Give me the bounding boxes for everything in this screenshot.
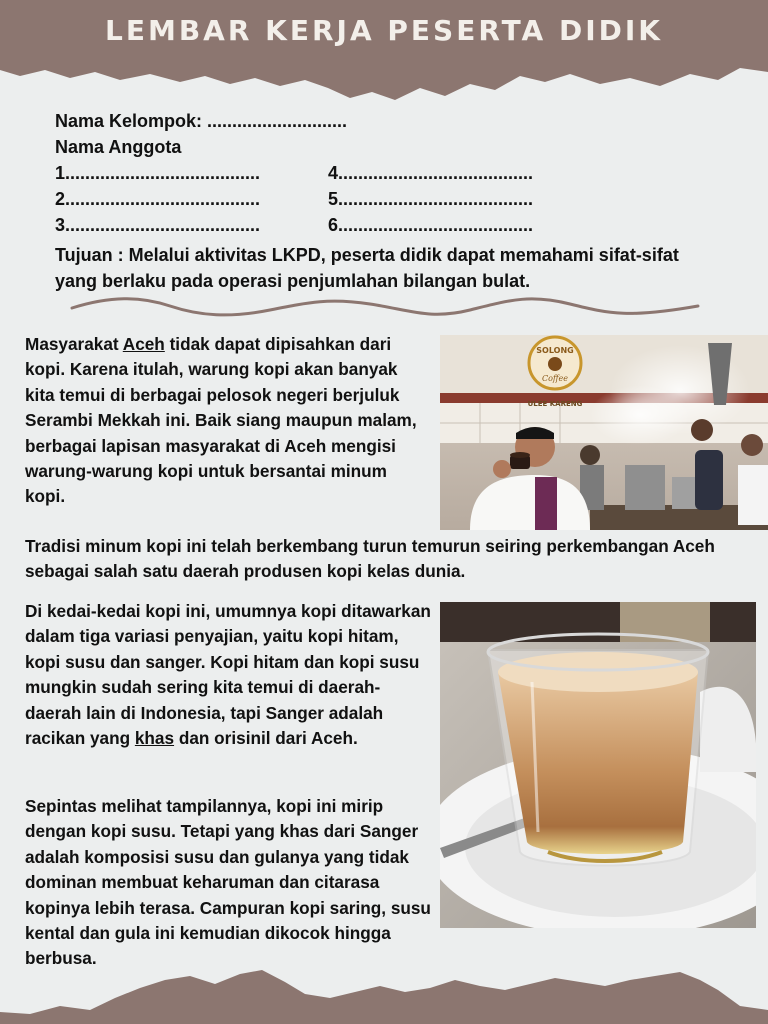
coffee-shop-photo — [440, 335, 768, 530]
paragraph-4: Sepintas melihat tampilannya, kopi ini mirip dengan kopi susu. Tetapi yang khas dari Sanger adalah komposisi susu dan gulanya yang tidak dominan membuat keharuman dan citarasa kopinya lebih terasa. Campuran kopi saring, susu kental dan gula ini kemudian dikocok hingga berbusa. — [25, 796, 431, 969]
wave-divider — [70, 290, 700, 330]
member-line: 4....................................... — [328, 163, 534, 183]
group-name-line: Nama Kelompok: ............................ — [55, 111, 348, 131]
member-line: 3....................................... — [55, 215, 261, 235]
member-line: 5....................................... — [328, 189, 534, 209]
page-title: LEMBAR KERJA PESERTA DIDIK — [105, 14, 663, 47]
members-label: Nama Anggota — [55, 137, 182, 157]
paragraph-2: Tradisi minum kopi ini telah berkembang turun temurun seiring perkembangan Aceh sebagai salah satu daerah produsen kopi kelas dunia. — [25, 536, 715, 582]
khas-link[interactable]: khas — [134, 728, 175, 749]
aceh-link[interactable]: Aceh — [122, 334, 165, 354]
member-line: 2....................................... — [55, 189, 261, 209]
paragraph-3: Di kedai-kedai kopi ini, umumnya kopi ditawarkan dalam tiga variasi penyajian, yaitu kopi hitam, kopi susu dan sanger. Kopi hitam dan kopi susu mungkin sudah sering kita temui di daerah-daerah lain di Indonesia, tapi Sanger adalah racikan yang khas dan orisinil dari Aceh. — [25, 601, 431, 749]
sign-bottom-text: Coffee — [541, 374, 569, 383]
footer-band — [0, 960, 768, 1024]
sign-label-text: ULEE KARENG — [527, 400, 583, 408]
paragraph-1: Masyarakat Aceh tidak dapat dipisahkan dari kopi. Karena itulah, warung kopi akan banyak kita temui di berbagai pelosok negeri berjuluk Serambi Mekkah ini. Baik siang maupun malam, berbagai lapisan masyarakat di Aceh mengisi warung-warung kopi untuk bersantai minum kopi. — [25, 334, 417, 507]
group-info — [55, 108, 715, 238]
member-line: 1....................................... — [55, 163, 261, 183]
member-line: 6....................................... — [328, 215, 534, 235]
sign-top-text: SOLONG — [536, 346, 574, 355]
learning-goal: Tujuan : Melalui aktivitas LKPD, peserta didik dapat memahami sifat-sifat yang berlaku pada operasi penjumlahan bilangan bulat. — [55, 245, 679, 291]
members-left — [55, 160, 260, 238]
sanger-coffee-photo — [440, 602, 756, 928]
members-list — [55, 160, 715, 238]
members-right — [328, 160, 533, 238]
